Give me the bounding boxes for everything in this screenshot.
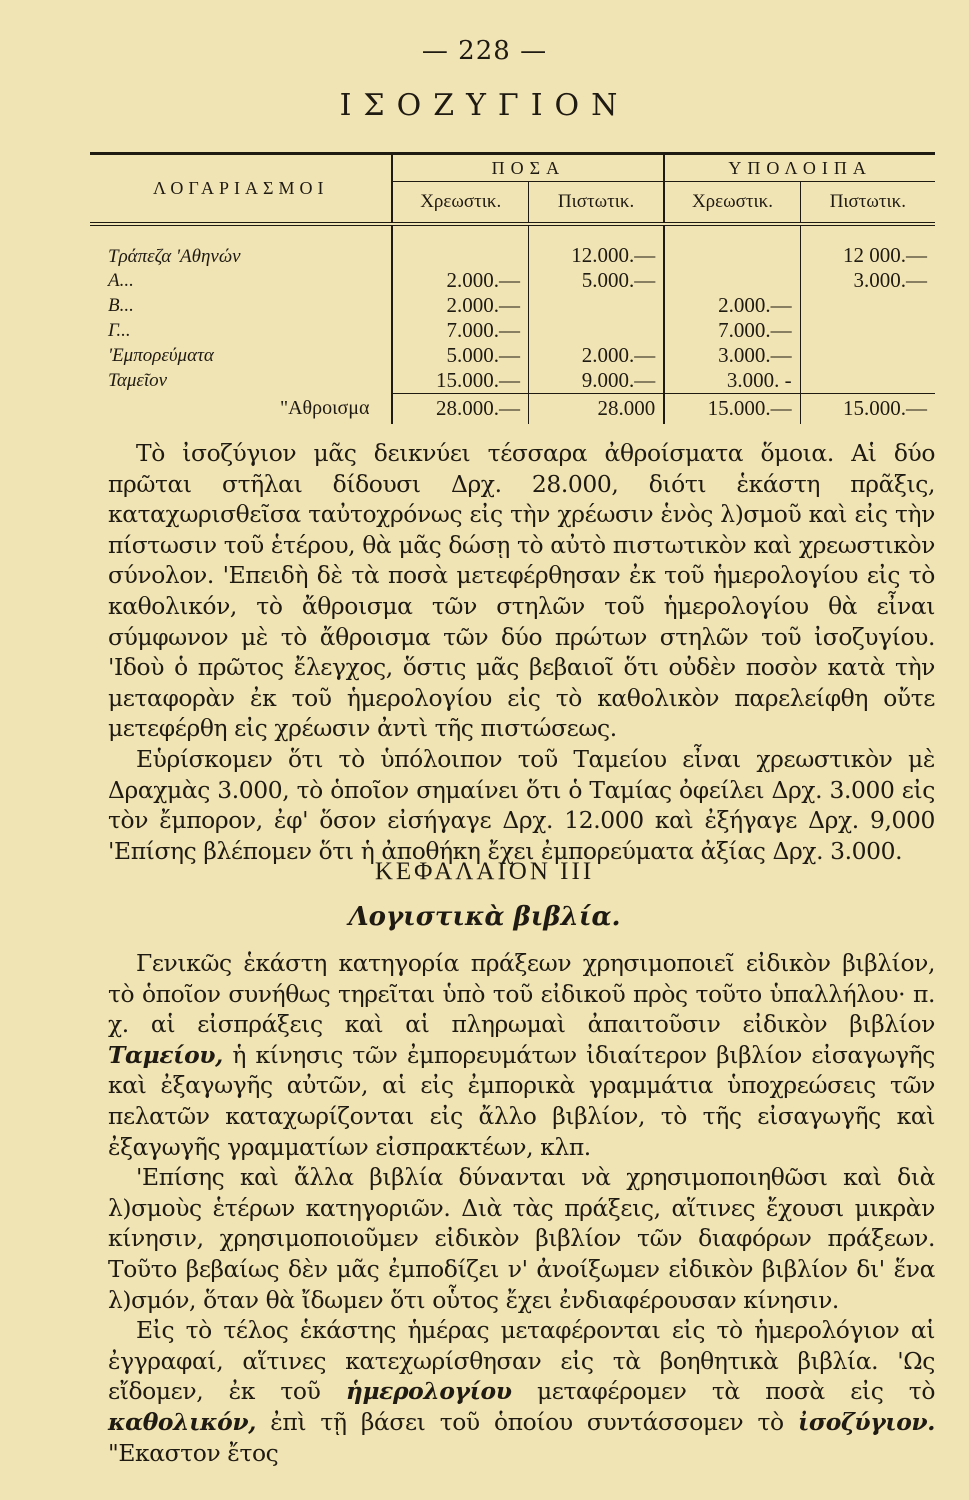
balance-debit: 2.000.— [664,293,800,318]
account-name: Β... [90,293,392,318]
total-label: "Αθροισμα [90,394,392,424]
balance-debit [664,238,800,268]
table-row [90,318,935,343]
amount-credit: 12.000.— [528,238,664,268]
amount-credit [528,293,664,318]
page-number: — 228 — [421,36,548,66]
amount-debit [392,238,528,268]
paragraph: Εὑρίσκομεν ὅτι τὸ ὑπόλοιπον τοῦ Ταμείου εἶναι χρεωστικὸν μὲ Δραχμὰς 3.000, τὸ ὁποῖον σημαίνει ὅτι ὁ Ταμίας ὀφείλει Δρχ. 3.000 εἰς τὸν ἔμπορον, ἐφ' ὅσον εἰσήγαγε Δρχ. 12.000 καὶ ἐξήγαγε Δρχ. 9,000 'Επίσης βλέπομεν ὅτι ἡ ἀποθήκη ἔχει ἐμπορεύματα ἀξίας Δρχ. 3.000. [108,744,935,865]
balance-credit [800,318,935,343]
text-run: ἐπὶ τῇ βάσει τοῦ ὁποίου συντάσσομεν τὸ [270,1407,784,1436]
emphasis: Ταμείου, [108,1040,223,1069]
balances-debit-header: Χρεωστικ. [664,182,800,225]
text-run: "Εκαστον ἔτος [108,1438,279,1467]
amount-debit: 7.000.— [392,318,528,343]
amount-debit: 15.000.— [392,368,528,394]
balance-credit [800,293,935,318]
paragraph: 'Επίσης καὶ ἄλλα βιβλία δύνανται νὰ χρησιμοποιηθῶσι καὶ διὰ λ)σμοὺς ἑτέρων κατηγοριῶν. Διὰ τὰς πράξεις, αἵτινες ἔχουσι μικρὰν κίνησιν, χρησιμοποιοῦμεν εἰδικὸν βιβλίον τῶν διαφόρων πράξεων. Τοῦτο βεβαίως δὲν μᾶς ἐμποδίζει ν' ἀνοίξωμεν εἰδικὸν βιβλίον δι' ἕνα λ)σμόν, ὅταν θὰ ἴδωμεν ὅτι οὗτος ἔχει ἐνδιαφέρουσαν κίνησιν. [108,1163,935,1314]
account-name: Ταμεῖον [90,368,392,394]
table-row [90,343,935,368]
amount-debit: 5.000.— [392,343,528,368]
balances-credit-header: Πιστωτικ. [800,182,935,225]
paragraph: Τὸ ἰσοζύγιον μᾶς δεικνύει τέσσαρα ἀθροίσματα ὅμοια. Αἱ δύο πρῶται στῆλαι δίδουσι Δρχ. 28.000, διότι ἑκάστη πρᾶξις, καταχωρισθεῖσα ταὐτοχρόνως εἰς τὴν χρέωσιν ἑνὸς λ)σμοῦ καὶ εἰς τὴν πίστωσιν τοῦ ἑτέρου, θὰ μᾶς δώσῃ τὸ αὐτὸ πιστωτικὸν καὶ χρεωστικὸν σύνολον. 'Επειδὴ δὲ τὰ ποσὰ μετεφέρθησαν ἐκ τοῦ ἡμερολογίου εἰς τὸ καθολικόν, τὸ ἄθροισμα τῶν στηλῶν τοῦ ἡμερολογίου θὰ εἶναι σύμφωνον μὲ τὸ ἄθροισμα τῶν δύο πρώτων στηλῶν τοῦ ἰσοζυγίου. 'Ιδοὺ ὁ πρῶτος ἔλεγχος, ὅστις μᾶς βεβαιοῖ ὅτι οὐδὲν ποσὸν κατὰ τὴν μεταφορὰν ἐκ τοῦ ἡμερολογίου εἰς τὸ καθολικὸν παρελείφθη οὔτε μετεφέρθη εἰς χρέωσιν ἀντὶ τῆς πιστώσεως. [108,439,935,743]
balance-credit [800,343,935,368]
total-balance-debit: 15.000.— [664,394,800,424]
amount-debit: 2.000.— [392,268,528,293]
books-block [108,948,935,1468]
accounts-header: ΛΟΓΑΡΙΑΣΜΟΙ [90,154,392,225]
section-heading: Λογιστικὰ βιβλία. [348,902,621,932]
account-name: Α... [90,268,392,293]
account-name: 'Εμπορεύματα [90,343,392,368]
amount-credit: 9.000.— [528,368,664,394]
balance-debit: 7.000.— [664,318,800,343]
balances-group-header: ΥΠΟΛΟΙΠΑ [664,154,935,182]
total-amount-debit: 28.000.— [392,394,528,424]
total-row [90,394,935,424]
text-run: Εἰς τὸ τέλος ἑκάστης ἡμέρας μεταφέρονται εἰς τὸ ἡμερολόγιον αἱ ἐγγραφαί, αἵτινες κατεχωρίσθησαν εἰς τὰ βοηθητικὰ βιβλία. 'Ως εἴδομεν, ἐκ τοῦ [108,1316,935,1406]
table-row [90,293,935,318]
balance-debit [664,268,800,293]
explanation-block [108,438,935,866]
table-row [90,268,935,293]
page-title: ΙΣΟΖΥΓΙΟΝ [339,88,630,123]
total-amount-credit: 28.000 [528,394,664,424]
balance-debit: 3.000.— [664,343,800,368]
balance-debit: 3.000. - [664,368,800,394]
emphasis: καθολικόν, [108,1407,256,1436]
text-run: Γενικῶς ἑκάστη κατηγορία πράξεων χρησιμοποιεῖ εἰδικὸν βιβλίον, τὸ ὁποῖον συνήθως τηρεῖται ὑπὸ τοῦ εἰδικοῦ πρὸς τοῦτο ὑπαλλήλου· π. χ. αἱ εἰσπράξεις καὶ αἱ πληρωμαὶ ἀπαιτοῦσιν εἰδικὸν βιβλίον [108,949,935,1039]
text-run: ἡ κίνησις τῶν ἐμπορευμάτων ἰδιαίτερον βιβλίον εἰσαγωγῆς καὶ ἐξαγωγῆς αὐτῶν, αἱ εἰς ἐμπορικὰ γραμμάτια ὑποχρεώσεις τῶν πελατῶν καταχωρίζονται εἰς ἄλλο βιβλίον, τὸ τῆς εἰσαγωγῆς καὶ ἐξαγωγῆς γραμματίων εἰσπρακτέων, κλπ. [108,1040,935,1161]
amount-credit [528,318,664,343]
table-row [90,238,935,268]
total-balance-credit: 15.000.— [800,394,935,424]
text-run: μεταφέρομεν τὰ ποσὰ εἰς τὸ [536,1377,936,1406]
emphasis: ἰσοζύγιον. [798,1407,935,1436]
balance-credit: 12 000.— [843,243,927,267]
account-name: Γ... [90,318,392,343]
amount-credit: 2.000.— [528,343,664,368]
amount-debit: 2.000.— [392,293,528,318]
account-name: Τράπεζα 'Αθηνών [90,238,392,268]
balance-credit: 3.000.— [853,268,927,292]
amount-credit: 5.000.— [528,268,664,293]
amounts-group-header: ΠΟΣΑ [392,154,664,182]
emphasis: ἡμερολογίου [345,1377,512,1406]
table-row [90,368,935,394]
paragraph [108,948,935,1162]
trial-balance-table [90,152,935,424]
amounts-debit-header: Χρεωστικ. [392,182,528,225]
chapter-heading: ΚΕΦΑΛΑΙΟΝ III [374,858,595,885]
paragraph [108,1315,935,1468]
balance-credit [800,368,935,394]
amounts-credit-header: Πιστωτικ. [528,182,664,225]
